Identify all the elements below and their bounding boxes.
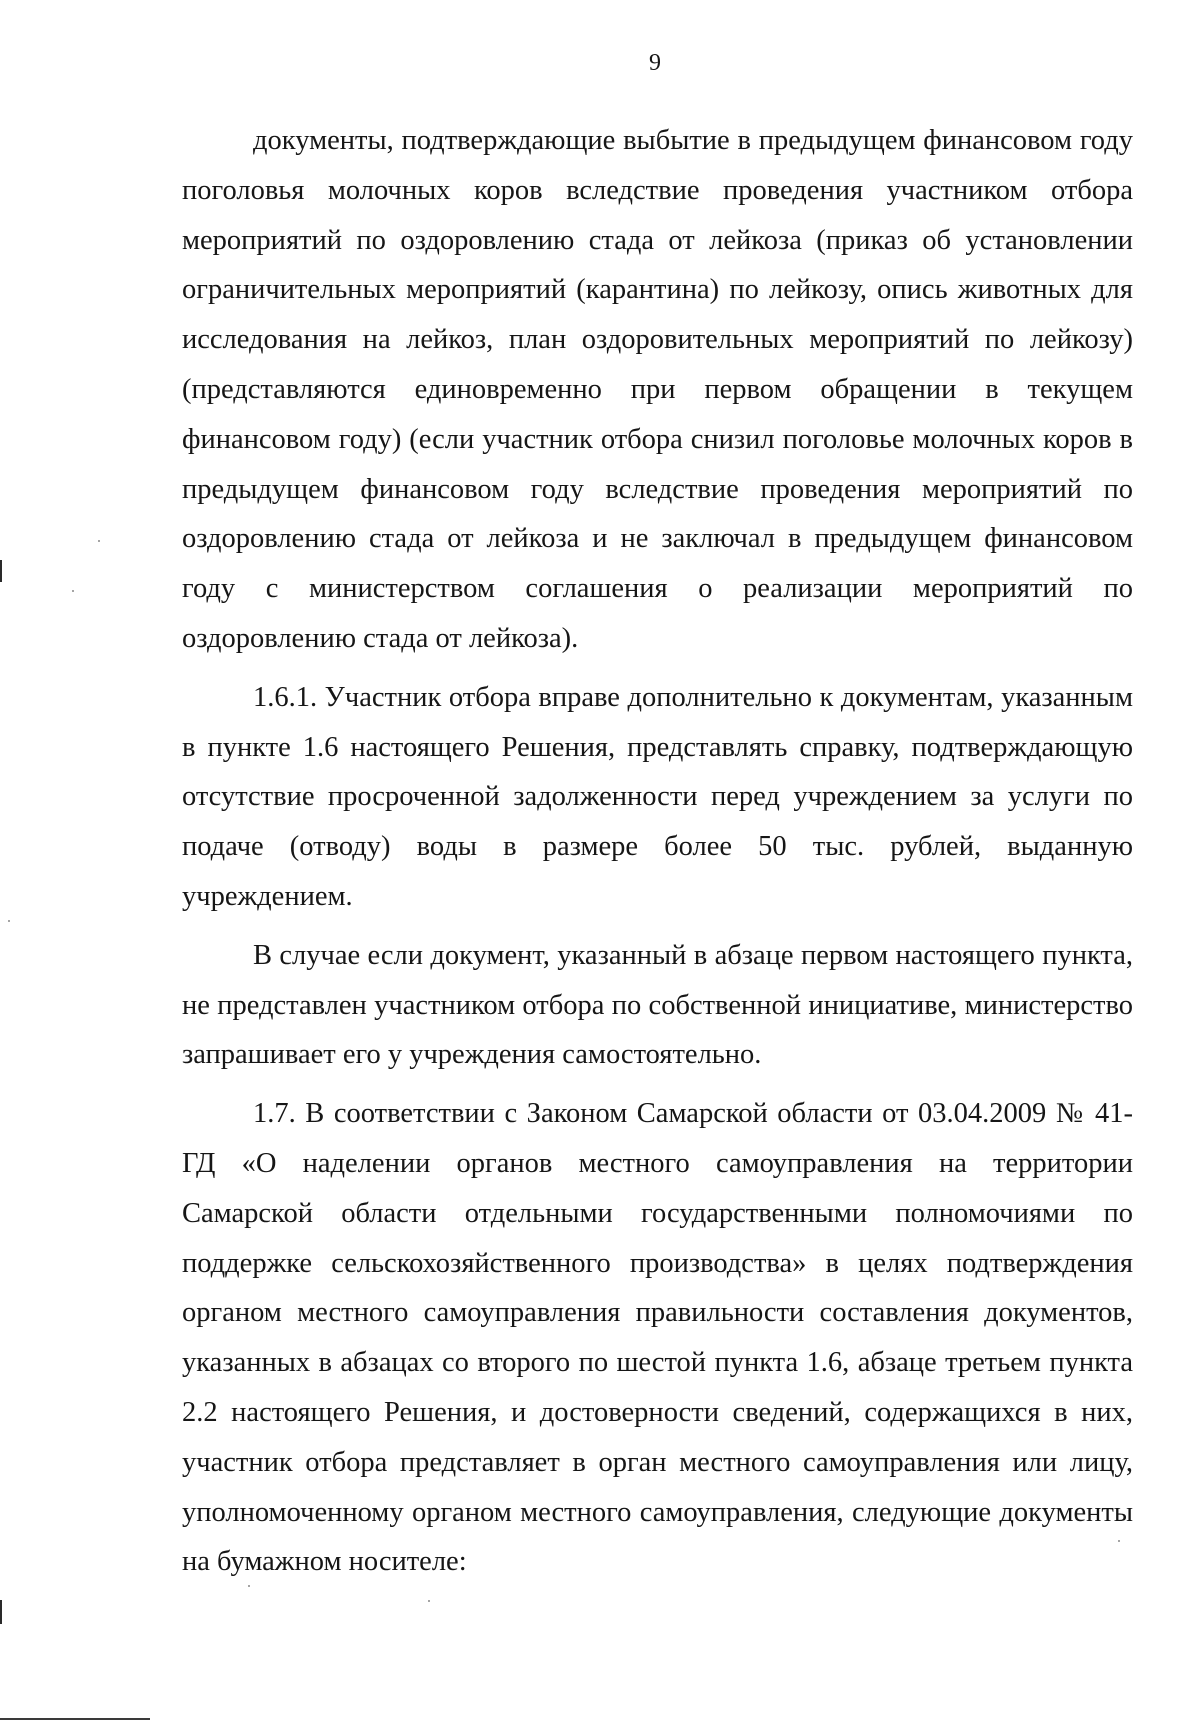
- document-body: [182, 116, 1133, 1587]
- scan-speck: [72, 590, 74, 592]
- scan-speck: [8, 920, 10, 922]
- paragraph-livestock-documents: документы, подтверждающие выбытие в предыдущем финансовом году поголовья молочных коров вследствие проведения участником отбора мероприятий по оздоровлению стада от лейкоза (приказ об установлении ограничительных мероприятий (карантина) по лейкозу, опись животных для исследования на лейкоз, план оздоровительных мероприятий по лейкозу) (представляются единовременно при первом обращении в текущем финансовом году) (если участник отбора снизил поголовье молочных коров в предыдущем финансовом году вследствие проведения мероприятий по оздоровлению стада от лейкоза и не заключал в предыдущем финансовом году с министерством соглашения о реализации мероприятий по оздоровлению стада от лейкоза).: [182, 125, 1133, 654]
- paragraph-1-7: 1.7. В соответствии с Законом Самарской области от 03.04.2009 № 41-ГД «О наделении органов местного самоуправления на территории Самарской области отдельными государственными полномочиями по поддержке сельскохозяйственного производства» в целях подтверждения органом местного самоуправления правильности составления документов, указанных в абзацах со второго по шестой пункта 1.6, абзаце третьем пункта 2.2 настоящего Решения, и достоверности сведений, содержащихся в них, участник отбора представляет в орган местного самоуправления или лицу, уполномоченному органом местного самоуправления, следующие документы на бумажном носителе:: [182, 1098, 1133, 1578]
- page-number: 9: [649, 50, 661, 76]
- scan-edge-mark: [0, 560, 2, 582]
- scan-speck: [248, 1585, 250, 1587]
- paragraph-1-6-1: 1.6.1. Участник отбора вправе дополнительно к документам, указанным в пункте 1.6 настоящего Решения, представлять справку, подтверждающую отсутствие просроченной задолженности перед учреждением за услуги по подаче (отводу) воды в размере более 50 тыс. рублей, выданную учреждением.: [182, 681, 1133, 912]
- scan-speck: [1118, 1540, 1120, 1542]
- scan-bottom-rule: [0, 1718, 150, 1720]
- scan-edge-mark: [0, 1600, 2, 1624]
- scan-speck: [98, 540, 100, 542]
- paragraph-document-request: В случае если документ, указанный в абзаце первом настоящего пункта, не представлен участником отбора по собственной инициативе, министерство запрашивает его у учреждения самостоятельно.: [182, 939, 1133, 1071]
- scan-speck: [428, 1600, 430, 1602]
